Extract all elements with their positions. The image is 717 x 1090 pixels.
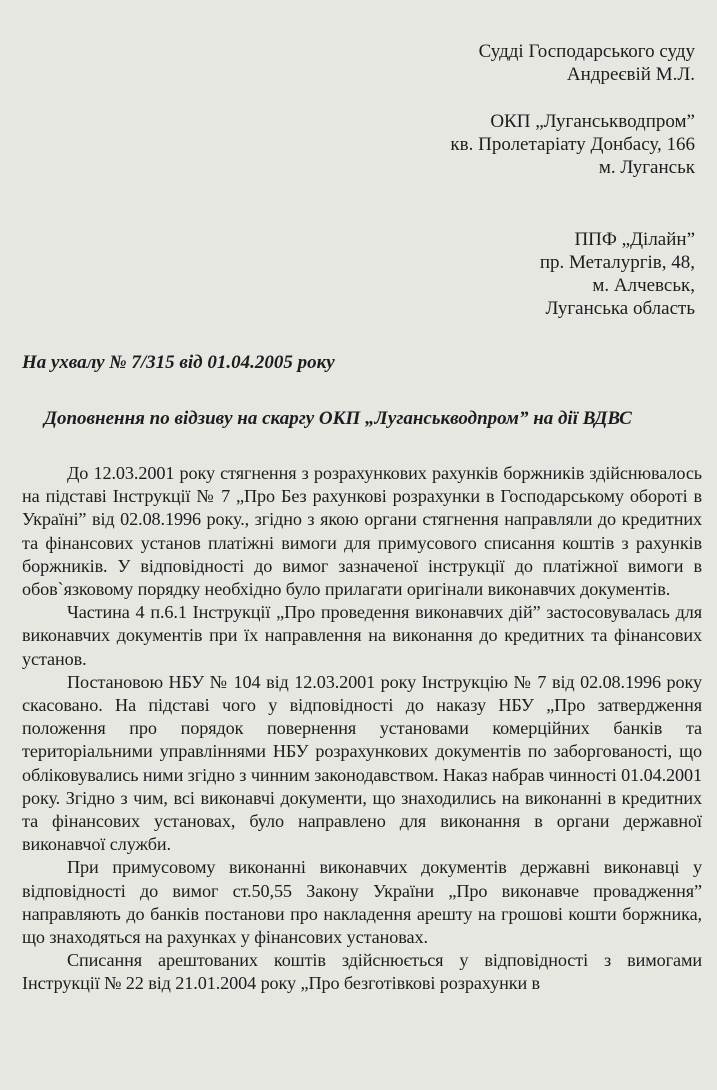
body-paragraph: При примусовому виконанні виконавчих документів державні виконавці у відповідності до вимог ст.50,55 Закону України „Про виконавче провадження” направляють до банків постанови про накладення арешту на грошові кошти боржника, що знаходяться на рахунках у фінансових установах. <box>22 857 702 948</box>
sender-line: Луганська область <box>545 298 695 319</box>
recipient-company-line: ОКП „Луганськводпром” <box>490 111 695 132</box>
recipient-company-line: м. Луганськ <box>598 157 695 178</box>
sender-line: пр. Металургів, 48, <box>539 252 695 273</box>
recipient-company-line: кв. Пролетаріату Донбасу, 166 <box>450 134 695 155</box>
document-subject: Доповнення по відзиву на скаргу ОКП „Луганськводпром” на дії ВДВС <box>44 408 632 429</box>
recipient-court-line: Андреєвій М.Л. <box>566 64 695 85</box>
sender-line: ППФ „Ділайн” <box>574 229 695 250</box>
recipient-company-block <box>450 110 695 179</box>
body-paragraph: Списання арештованих коштів здійснюється у відповідності з вимогами Інструкції № 22 від 21.01.2004 року „Про безготівкові розрахунки в <box>22 950 702 994</box>
body-paragraph: До 12.03.2001 року стягнення з розрахункових рахунків боржників здійснювалось на підставі Інструкції № 7 „Про Без рахункові розрахунки в Господарському обороті в Україні” від 02.08.1996 року., згідно з якою органи стягнення направляли до кредитних та фінансових установ платіжні вимоги для примусового списання коштів з рахунків боржників. У відповідності до вимог зазначеної інструкції до платіжної вимоги в обов`язковому порядку необхідно було прилагати оригінали виконавчих документів. <box>22 463 702 600</box>
body-paragraph: Частина 4 п.6.1 Інструкції „Про проведення виконавчих дій” застосовувалась для виконавчих документів при їх направлення на виконання до кредитних та фінансових установ. <box>22 602 702 669</box>
document-body <box>22 462 702 996</box>
sender-block <box>540 228 695 320</box>
reference-line: На ухвалу № 7/315 від 01.04.2005 року <box>22 352 335 373</box>
recipient-court-block <box>479 40 695 86</box>
body-paragraph: Постановою НБУ № 104 від 12.03.2001 року Інструкцію № 7 від 02.08.1996 року скасовано. На підставі чого у відповідності до наказу НБУ „Про затвердження положення про порядок повернення установами комерційних банків та територіальними управліннями НБУ розрахункових документів по заборгованості, що обліковувались ними згідно з чинним законодавством. Наказ набрав чинності 01.04.2001 року. Згідно з чим, всі виконавчі документи, що знаходились на виконанні в кредитних та фінансових установах, було направлено для виконання в органи державної виконавчої служби. <box>22 671 702 855</box>
sender-line: м. Алчевськ, <box>592 275 695 296</box>
recipient-court-line: Судді Господарського суду <box>478 41 695 62</box>
